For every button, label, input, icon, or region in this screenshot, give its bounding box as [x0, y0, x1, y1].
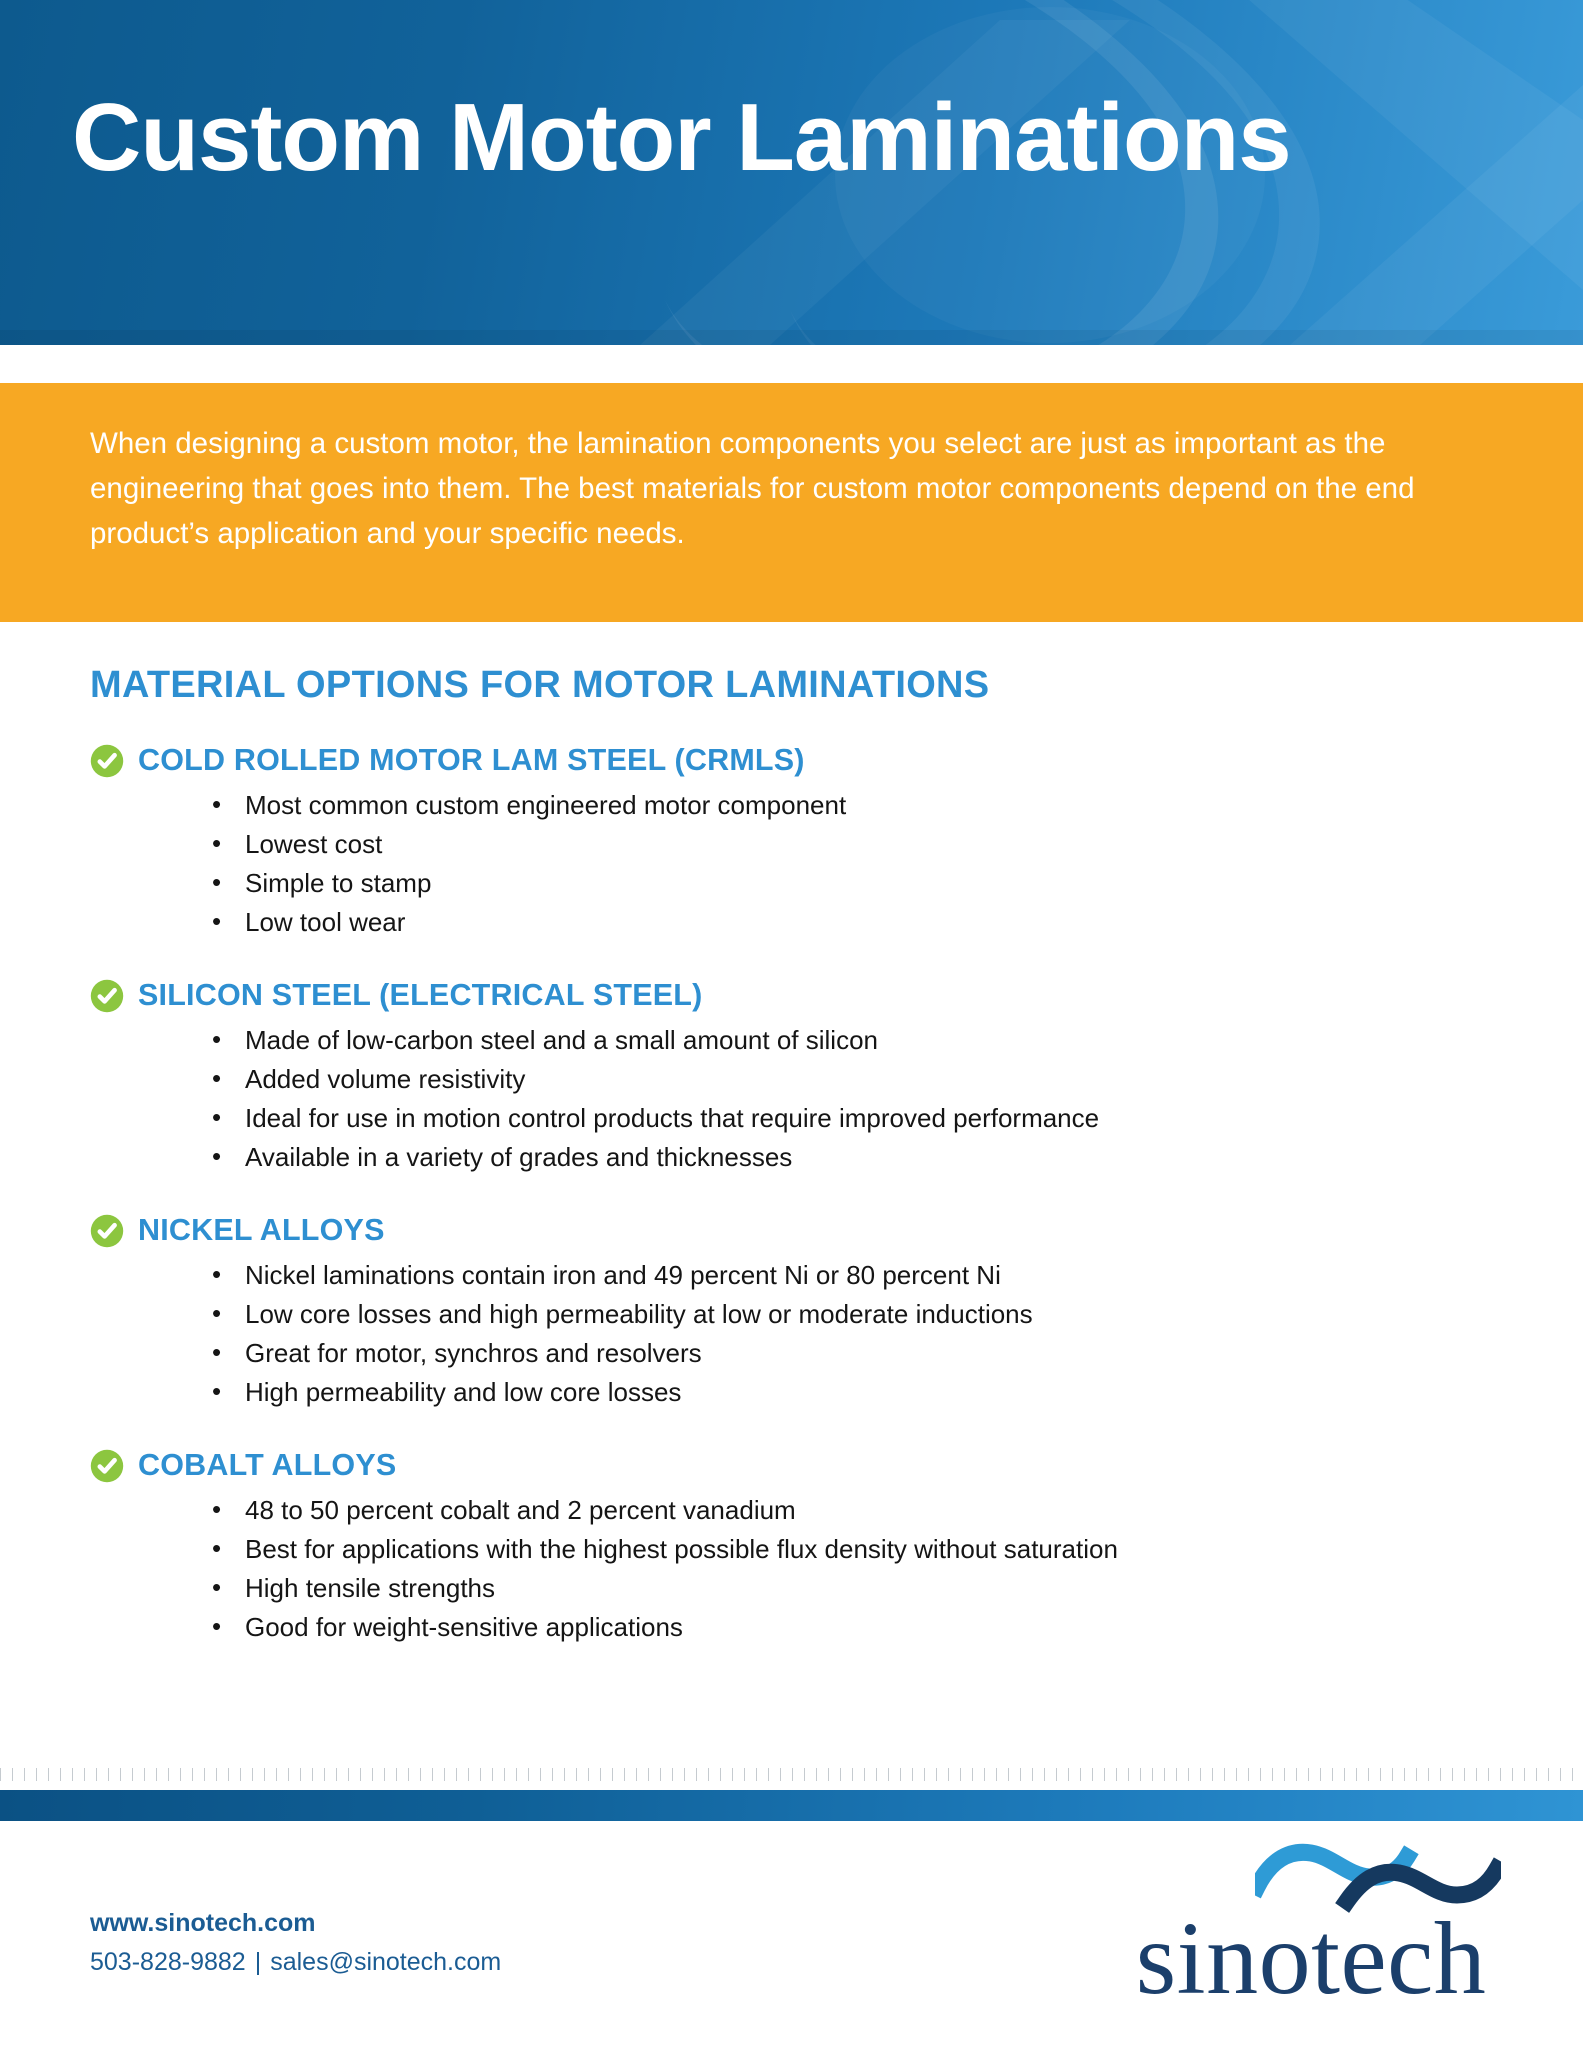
list-item: • High permeability and low core losses [212, 1373, 1583, 1412]
list-item: • Low tool wear [212, 903, 1583, 942]
check-circle-icon [90, 1449, 124, 1483]
footer-accent-bar [0, 1790, 1583, 1821]
list-item: • Lowest cost [212, 825, 1583, 864]
footer-phone-email-line [90, 1942, 501, 1982]
sinotech-logo [1115, 1843, 1507, 2016]
material-group [0, 978, 1583, 1177]
material-group-title: NICKEL ALLOYS [138, 1213, 385, 1247]
footer-separator: | [254, 1948, 262, 1976]
intro-banner [0, 383, 1583, 622]
list-item: • Most common custom engineered motor component [212, 786, 1583, 825]
list-item: • 48 to 50 percent cobalt and 2 percent vanadium [212, 1491, 1583, 1530]
check-circle-icon [90, 744, 124, 778]
list-item: • Great for motor, synchros and resolvers [212, 1334, 1583, 1373]
list-item: • Added volume resistivity [212, 1060, 1583, 1099]
logo-wordmark: sinotech [1135, 1901, 1487, 2016]
check-circle-icon [90, 1214, 124, 1248]
list-item: • Best for applications with the highest possible flux density without saturation [212, 1530, 1583, 1569]
footer-tick-divider [0, 1768, 1583, 1790]
material-bullet-list [90, 1021, 1583, 1177]
page-header [0, 0, 1583, 345]
material-group [0, 1448, 1583, 1647]
section-heading: MATERIAL OPTIONS FOR MOTOR LAMINATIONS [90, 664, 990, 706]
footer-website-link[interactable]: www.sinotech.com [90, 1909, 316, 1937]
material-bullet-list [90, 1491, 1583, 1647]
material-bullet-list [90, 786, 1583, 942]
list-item: • Low core losses and high permeability at low or moderate inductions [212, 1295, 1583, 1334]
list-item: • Good for weight-sensitive applications [212, 1608, 1583, 1647]
material-group-header [90, 1213, 1583, 1248]
material-group [0, 1213, 1583, 1412]
main-content [0, 622, 1583, 1647]
material-group-header [90, 978, 1583, 1013]
list-item: • Nickel laminations contain iron and 49 percent Ni or 80 percent Ni [212, 1256, 1583, 1295]
check-circle-icon [90, 979, 124, 1013]
list-item: • Simple to stamp [212, 864, 1583, 903]
footer-email-link[interactable]: sales@sinotech.com [270, 1948, 502, 1976]
page-title: Custom Motor Laminations [72, 84, 1291, 191]
list-item: • High tensile strengths [212, 1569, 1583, 1608]
material-bullet-list [90, 1256, 1583, 1412]
material-group-title: SILICON STEEL (ELECTRICAL STEEL) [138, 978, 703, 1012]
material-group-header [90, 1448, 1583, 1483]
footer-phone[interactable]: 503-828-9882 [90, 1948, 246, 1976]
footer-contact-block [90, 1904, 501, 1982]
list-item: • Available in a variety of grades and thicknesses [212, 1138, 1583, 1177]
material-group [0, 743, 1583, 942]
page-footer [0, 1821, 1583, 2048]
intro-paragraph: When designing a custom motor, the lamination components you select are just as important as the engineering that goes into them. The best materials for custom motor components depend on the end product’s application and your specific needs. [90, 427, 1415, 550]
list-item: • Ideal for use in motion control products that require improved performance [212, 1099, 1583, 1138]
list-item: • Made of low-carbon steel and a small amount of silicon [212, 1021, 1583, 1060]
material-group-title: COLD ROLLED MOTOR LAM STEEL (CRMLS) [138, 743, 805, 777]
material-group-header [90, 743, 1583, 778]
material-group-title: COBALT ALLOYS [138, 1448, 397, 1482]
